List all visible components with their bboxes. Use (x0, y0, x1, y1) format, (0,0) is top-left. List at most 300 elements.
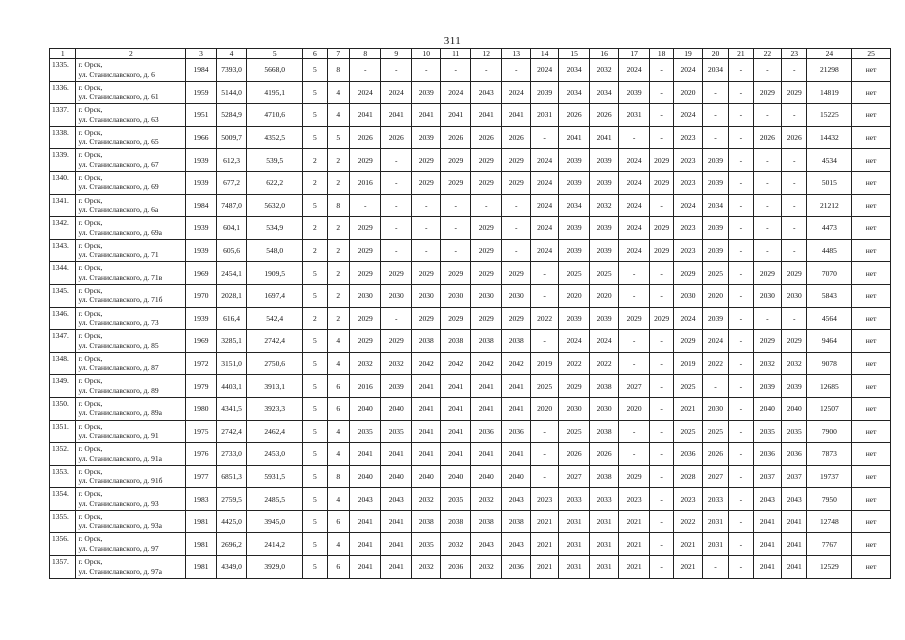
table-cell: 2 (303, 307, 327, 330)
table-cell: 2038 (502, 510, 530, 533)
housing-registry-table (49, 48, 891, 579)
table-cell: - (530, 284, 558, 307)
address-city: г. Орск, (78, 489, 103, 499)
table-cell: - (753, 194, 781, 217)
column-header: 2 (76, 49, 186, 59)
table-cell: - (619, 284, 650, 307)
table-cell: 4534 (807, 149, 852, 172)
table-cell: 5843 (807, 284, 852, 307)
table-cell: 2032 (441, 533, 470, 556)
table-cell: 2036 (470, 420, 502, 443)
table-cell: 2029 (470, 262, 502, 285)
address-cell (76, 171, 186, 194)
table-cell: - (729, 397, 753, 420)
table-cell: 2026 (589, 443, 618, 466)
table-cell: нет (852, 149, 891, 172)
table-cell: - (619, 352, 650, 375)
table-cell: 2039 (753, 375, 781, 398)
row-number: 1337. (50, 104, 76, 127)
table-cell: 2031 (589, 556, 618, 579)
table-cell: 2023 (674, 126, 702, 149)
table-cell: 5144,0 (216, 81, 247, 104)
row-number: 1357. (50, 556, 76, 579)
table-cell: - (381, 194, 412, 217)
table-cell: 5 (303, 465, 327, 488)
table-cell: 2030 (702, 397, 728, 420)
table-cell: 2023 (674, 217, 702, 240)
table-cell: 2029 (782, 262, 807, 285)
table-cell: 2039 (589, 239, 618, 262)
table-cell: 2041 (381, 556, 412, 579)
table-cell: 2029 (411, 307, 440, 330)
table-cell: 2034 (559, 59, 590, 82)
table-row (50, 533, 891, 556)
table-cell: 7070 (807, 262, 852, 285)
table-cell: - (649, 330, 673, 353)
table-cell: 2 (303, 171, 327, 194)
row-number: 1354. (50, 488, 76, 511)
address-cell (76, 104, 186, 127)
table-cell: 9078 (807, 352, 852, 375)
table-cell: 2041 (441, 420, 470, 443)
table-cell: 2043 (753, 488, 781, 511)
row-number: 1355. (50, 510, 76, 533)
table-cell: 2043 (349, 488, 381, 511)
table-cell: 2029 (349, 149, 381, 172)
row-number: 1342. (50, 217, 76, 240)
table-row (50, 171, 891, 194)
table-cell: 2029 (559, 375, 590, 398)
table-cell: 2040 (381, 465, 412, 488)
table-cell: 2020 (619, 397, 650, 420)
table-cell: 2024 (674, 104, 702, 127)
table-cell: 2750,6 (247, 352, 303, 375)
table-cell: - (502, 59, 530, 82)
table-cell: 2034 (559, 194, 590, 217)
table-cell: 1959 (186, 81, 217, 104)
table-cell: 2019 (530, 352, 558, 375)
table-cell: 2038 (470, 510, 502, 533)
row-number: 1351. (50, 420, 76, 443)
table-cell: 1939 (186, 217, 217, 240)
table-cell: - (753, 239, 781, 262)
table-cell: - (729, 533, 753, 556)
row-number: 1336. (50, 81, 76, 104)
table-cell: 2026 (589, 104, 618, 127)
table-cell: 2041 (502, 443, 530, 466)
table-cell: - (729, 171, 753, 194)
table-cell: 2454,1 (216, 262, 247, 285)
table-cell: - (381, 171, 412, 194)
table-cell: нет (852, 307, 891, 330)
table-cell: 1939 (186, 307, 217, 330)
table-cell: - (649, 420, 673, 443)
table-cell: 2035 (753, 420, 781, 443)
table-cell: 2029 (349, 262, 381, 285)
table-cell: 2 (327, 171, 349, 194)
table-cell: 2031 (702, 510, 728, 533)
table-cell: - (649, 194, 673, 217)
table-cell: 2023 (674, 239, 702, 262)
table-cell: 5 (303, 488, 327, 511)
table-cell: 2029 (411, 262, 440, 285)
table-cell: - (782, 194, 807, 217)
table-cell: нет (852, 330, 891, 353)
table-cell: 2038 (502, 330, 530, 353)
column-header: 16 (589, 49, 618, 59)
table-cell: 2039 (619, 81, 650, 104)
column-header: 9 (381, 49, 412, 59)
table-cell: - (381, 239, 412, 262)
table-cell: 1984 (186, 59, 217, 82)
table-row (50, 465, 891, 488)
table-cell: 4710,6 (247, 104, 303, 127)
address-city: г. Орск, (78, 511, 103, 521)
table-cell: 2039 (702, 149, 728, 172)
table-cell: - (530, 262, 558, 285)
table-row (50, 194, 891, 217)
table-cell: 2026 (381, 126, 412, 149)
table-cell: - (649, 375, 673, 398)
table-cell: 7950 (807, 488, 852, 511)
table-cell: 2029 (411, 149, 440, 172)
table-cell: нет (852, 217, 891, 240)
table-cell: нет (852, 352, 891, 375)
address-cell (76, 420, 186, 443)
header-row (50, 49, 891, 59)
table-cell: - (702, 375, 728, 398)
address-street: ул. Станиславского, д. 91 (78, 431, 159, 440)
table-cell: 3913,1 (247, 375, 303, 398)
table-cell: 5931,5 (247, 465, 303, 488)
table-cell: 2 (327, 217, 349, 240)
table-cell: 2031 (589, 510, 618, 533)
table-cell: 2041 (502, 375, 530, 398)
table-cell: 2025 (702, 420, 728, 443)
table-cell: 1969 (186, 330, 217, 353)
table-cell: 2043 (502, 488, 530, 511)
table-cell: - (381, 217, 412, 240)
table-cell: 4 (327, 330, 349, 353)
table-cell: 2031 (559, 510, 590, 533)
table-cell: - (649, 284, 673, 307)
table-cell: - (782, 104, 807, 127)
table-cell: 15225 (807, 104, 852, 127)
address-street: ул. Станиславского, д. 67 (78, 159, 159, 169)
table-cell: 4403,1 (216, 375, 247, 398)
table-row (50, 510, 891, 533)
table-cell: 2041 (411, 397, 440, 420)
table-cell: 1977 (186, 465, 217, 488)
table-cell: - (729, 239, 753, 262)
table-cell: 6 (327, 556, 349, 579)
table-cell: 2033 (702, 488, 728, 511)
table-cell: - (702, 126, 728, 149)
table-cell: 5 (303, 375, 327, 398)
address-cell (76, 81, 186, 104)
column-header: 19 (674, 49, 702, 59)
address-cell (76, 284, 186, 307)
table-cell: 2029 (674, 262, 702, 285)
table-cell: 2029 (502, 171, 530, 194)
column-header: 7 (327, 49, 349, 59)
table-cell: 1979 (186, 375, 217, 398)
table-cell: 2039 (702, 307, 728, 330)
table-cell: 2026 (559, 104, 590, 127)
table-cell: 2030 (349, 284, 381, 307)
table-cell: 2029 (753, 81, 781, 104)
table-cell: - (729, 284, 753, 307)
address-cell (76, 262, 186, 285)
table-cell: - (729, 81, 753, 104)
table-cell: 2026 (349, 126, 381, 149)
table-cell: 2029 (441, 307, 470, 330)
table-cell: нет (852, 556, 891, 579)
table-cell: 2039 (589, 149, 618, 172)
table-cell: - (441, 59, 470, 82)
table-cell: 2038 (411, 510, 440, 533)
table-cell: 2041 (381, 533, 412, 556)
table-cell: 2029 (753, 330, 781, 353)
row-number: 1343. (50, 239, 76, 262)
table-cell: 5015 (807, 171, 852, 194)
table-cell: 2029 (502, 307, 530, 330)
table-cell: 2021 (674, 556, 702, 579)
table-cell: 12685 (807, 375, 852, 398)
table-cell: 2039 (559, 217, 590, 240)
address-city: г. Орск, (78, 398, 103, 408)
address-street: ул. Станиславского, д. 89 (78, 385, 159, 395)
table-cell: нет (852, 510, 891, 533)
table-cell: 2029 (619, 465, 650, 488)
table-cell: 2030 (782, 284, 807, 307)
address-city: г. Орск, (78, 285, 103, 295)
table-cell: 2039 (589, 171, 618, 194)
table-cell: 2041 (381, 104, 412, 127)
table-cell: - (649, 556, 673, 579)
table-cell: - (649, 59, 673, 82)
table-cell: 2043 (502, 533, 530, 556)
page-number: 311 (443, 35, 462, 47)
table-cell: 2020 (589, 284, 618, 307)
address-street: ул. Станиславского, д. 71в (78, 272, 163, 282)
table-cell: 2040 (381, 397, 412, 420)
table-cell: 5 (303, 533, 327, 556)
table-cell: - (530, 330, 558, 353)
table-cell: 2041 (753, 533, 781, 556)
table-cell: 8 (327, 59, 349, 82)
address-cell (76, 59, 186, 82)
table-cell: 2039 (589, 307, 618, 330)
table-row (50, 59, 891, 82)
address-city: г. Орск, (78, 195, 103, 205)
row-number: 1340. (50, 171, 76, 194)
table-cell: 2031 (702, 533, 728, 556)
address-street: ул. Станиславского, д. 91а (78, 453, 163, 463)
table-cell: 2023 (674, 171, 702, 194)
table-cell: 2019 (674, 352, 702, 375)
table-cell: 2030 (502, 284, 530, 307)
address-cell (76, 397, 186, 420)
table-cell: 2025 (589, 262, 618, 285)
table-cell: - (649, 81, 673, 104)
table-cell: - (349, 194, 381, 217)
table-cell: 2035 (441, 488, 470, 511)
table-cell: 2025 (559, 420, 590, 443)
address-cell (76, 443, 186, 466)
table-cell: 3151,0 (216, 352, 247, 375)
address-city: г. Орск, (78, 218, 103, 228)
address-city: г. Орск, (78, 376, 103, 386)
table-cell: 6 (327, 510, 349, 533)
table-cell: 2025 (559, 262, 590, 285)
address-cell (76, 510, 186, 533)
table-cell: - (782, 307, 807, 330)
table-cell: 2041 (411, 375, 440, 398)
table-cell: 2032 (753, 352, 781, 375)
address-city: г. Орск, (78, 105, 103, 115)
table-cell: 2031 (559, 533, 590, 556)
table-cell: 2039 (559, 239, 590, 262)
table-cell: 2038 (589, 465, 618, 488)
table-cell: 2039 (381, 375, 412, 398)
table-cell: 2039 (411, 81, 440, 104)
table-row (50, 149, 891, 172)
row-number: 1356. (50, 533, 76, 556)
table-cell: - (530, 465, 558, 488)
table-cell: 4425,0 (216, 510, 247, 533)
table-cell: - (702, 81, 728, 104)
table-cell: 2030 (381, 284, 412, 307)
column-header: 24 (807, 49, 852, 59)
table-cell: 2029 (649, 239, 673, 262)
address-street: ул. Станиславского, д. 63 (78, 114, 159, 124)
table-cell: - (729, 330, 753, 353)
table-cell: - (502, 194, 530, 217)
table-cell: 6 (327, 397, 349, 420)
table-cell: - (530, 420, 558, 443)
table-cell: 8 (327, 194, 349, 217)
column-header: 3 (186, 49, 217, 59)
table-cell: - (381, 59, 412, 82)
row-number: 1353. (50, 465, 76, 488)
table-cell: 2041 (349, 443, 381, 466)
table-cell: 2024 (589, 330, 618, 353)
table-cell: 2029 (349, 307, 381, 330)
table-cell: нет (852, 465, 891, 488)
table-cell: 2032 (411, 556, 440, 579)
table-cell: нет (852, 375, 891, 398)
table-cell: 2029 (441, 262, 470, 285)
table-cell: 2029 (381, 330, 412, 353)
table-cell: 4 (327, 533, 349, 556)
table-cell: - (381, 307, 412, 330)
table-cell: 2037 (782, 465, 807, 488)
table-cell: - (411, 239, 440, 262)
table-cell: 2 (303, 217, 327, 240)
table-cell: 2039 (559, 171, 590, 194)
table-cell: - (729, 59, 753, 82)
table-cell: 2024 (530, 217, 558, 240)
table-cell: нет (852, 194, 891, 217)
table-cell: - (470, 194, 502, 217)
table-cell: 2024 (441, 81, 470, 104)
column-header: 25 (852, 49, 891, 59)
table-cell: 2039 (782, 375, 807, 398)
table-cell: нет (852, 397, 891, 420)
table-cell: 2032 (349, 352, 381, 375)
table-cell: 2041 (753, 556, 781, 579)
column-header: 21 (729, 49, 753, 59)
table-cell: 2024 (381, 81, 412, 104)
address-cell (76, 307, 186, 330)
table-cell: - (782, 239, 807, 262)
table-cell: - (649, 443, 673, 466)
table-cell: 2041 (411, 443, 440, 466)
table-cell: 2031 (589, 533, 618, 556)
table-cell: 2696,2 (216, 533, 247, 556)
table-cell: - (411, 59, 440, 82)
table-cell: 12748 (807, 510, 852, 533)
table-cell: 2041 (441, 443, 470, 466)
table-cell: 2029 (349, 217, 381, 240)
column-header: 6 (303, 49, 327, 59)
address-cell (76, 375, 186, 398)
table-cell: 2040 (349, 465, 381, 488)
table-cell: 604,1 (216, 217, 247, 240)
table-cell: - (729, 126, 753, 149)
table-cell: 7393,0 (216, 59, 247, 82)
table-row (50, 104, 891, 127)
table-cell: 2032 (470, 488, 502, 511)
table-cell: 2024 (674, 194, 702, 217)
table-cell: 2028 (674, 465, 702, 488)
table-cell: нет (852, 533, 891, 556)
table-cell: 2032 (381, 352, 412, 375)
table-cell: 2039 (589, 217, 618, 240)
address-cell (76, 126, 186, 149)
table-cell: 5 (303, 194, 327, 217)
table-cell: 2029 (619, 307, 650, 330)
table-cell: 2033 (589, 488, 618, 511)
table-cell: 2027 (559, 465, 590, 488)
table-cell: - (782, 171, 807, 194)
table-row (50, 262, 891, 285)
table-cell: 2036 (753, 443, 781, 466)
table-row (50, 488, 891, 511)
table-cell: - (619, 262, 650, 285)
table-cell: 2041 (589, 126, 618, 149)
address-city: г. Орск, (78, 444, 103, 454)
table-cell: - (729, 375, 753, 398)
column-header: 14 (530, 49, 558, 59)
table-cell: 2024 (619, 59, 650, 82)
table-cell: - (381, 149, 412, 172)
table-cell: 4349,0 (216, 556, 247, 579)
table-cell: 2024 (619, 171, 650, 194)
address-city: г. Орск, (78, 82, 103, 92)
table-cell: 5 (303, 556, 327, 579)
table-cell: 5 (303, 284, 327, 307)
table-cell: 2020 (674, 81, 702, 104)
address-city: г. Орск, (78, 353, 103, 363)
table-cell: 622,2 (247, 171, 303, 194)
table-cell: 2029 (349, 239, 381, 262)
table-cell: 2 (327, 284, 349, 307)
table-cell: - (729, 217, 753, 240)
address-cell (76, 533, 186, 556)
table-row (50, 375, 891, 398)
